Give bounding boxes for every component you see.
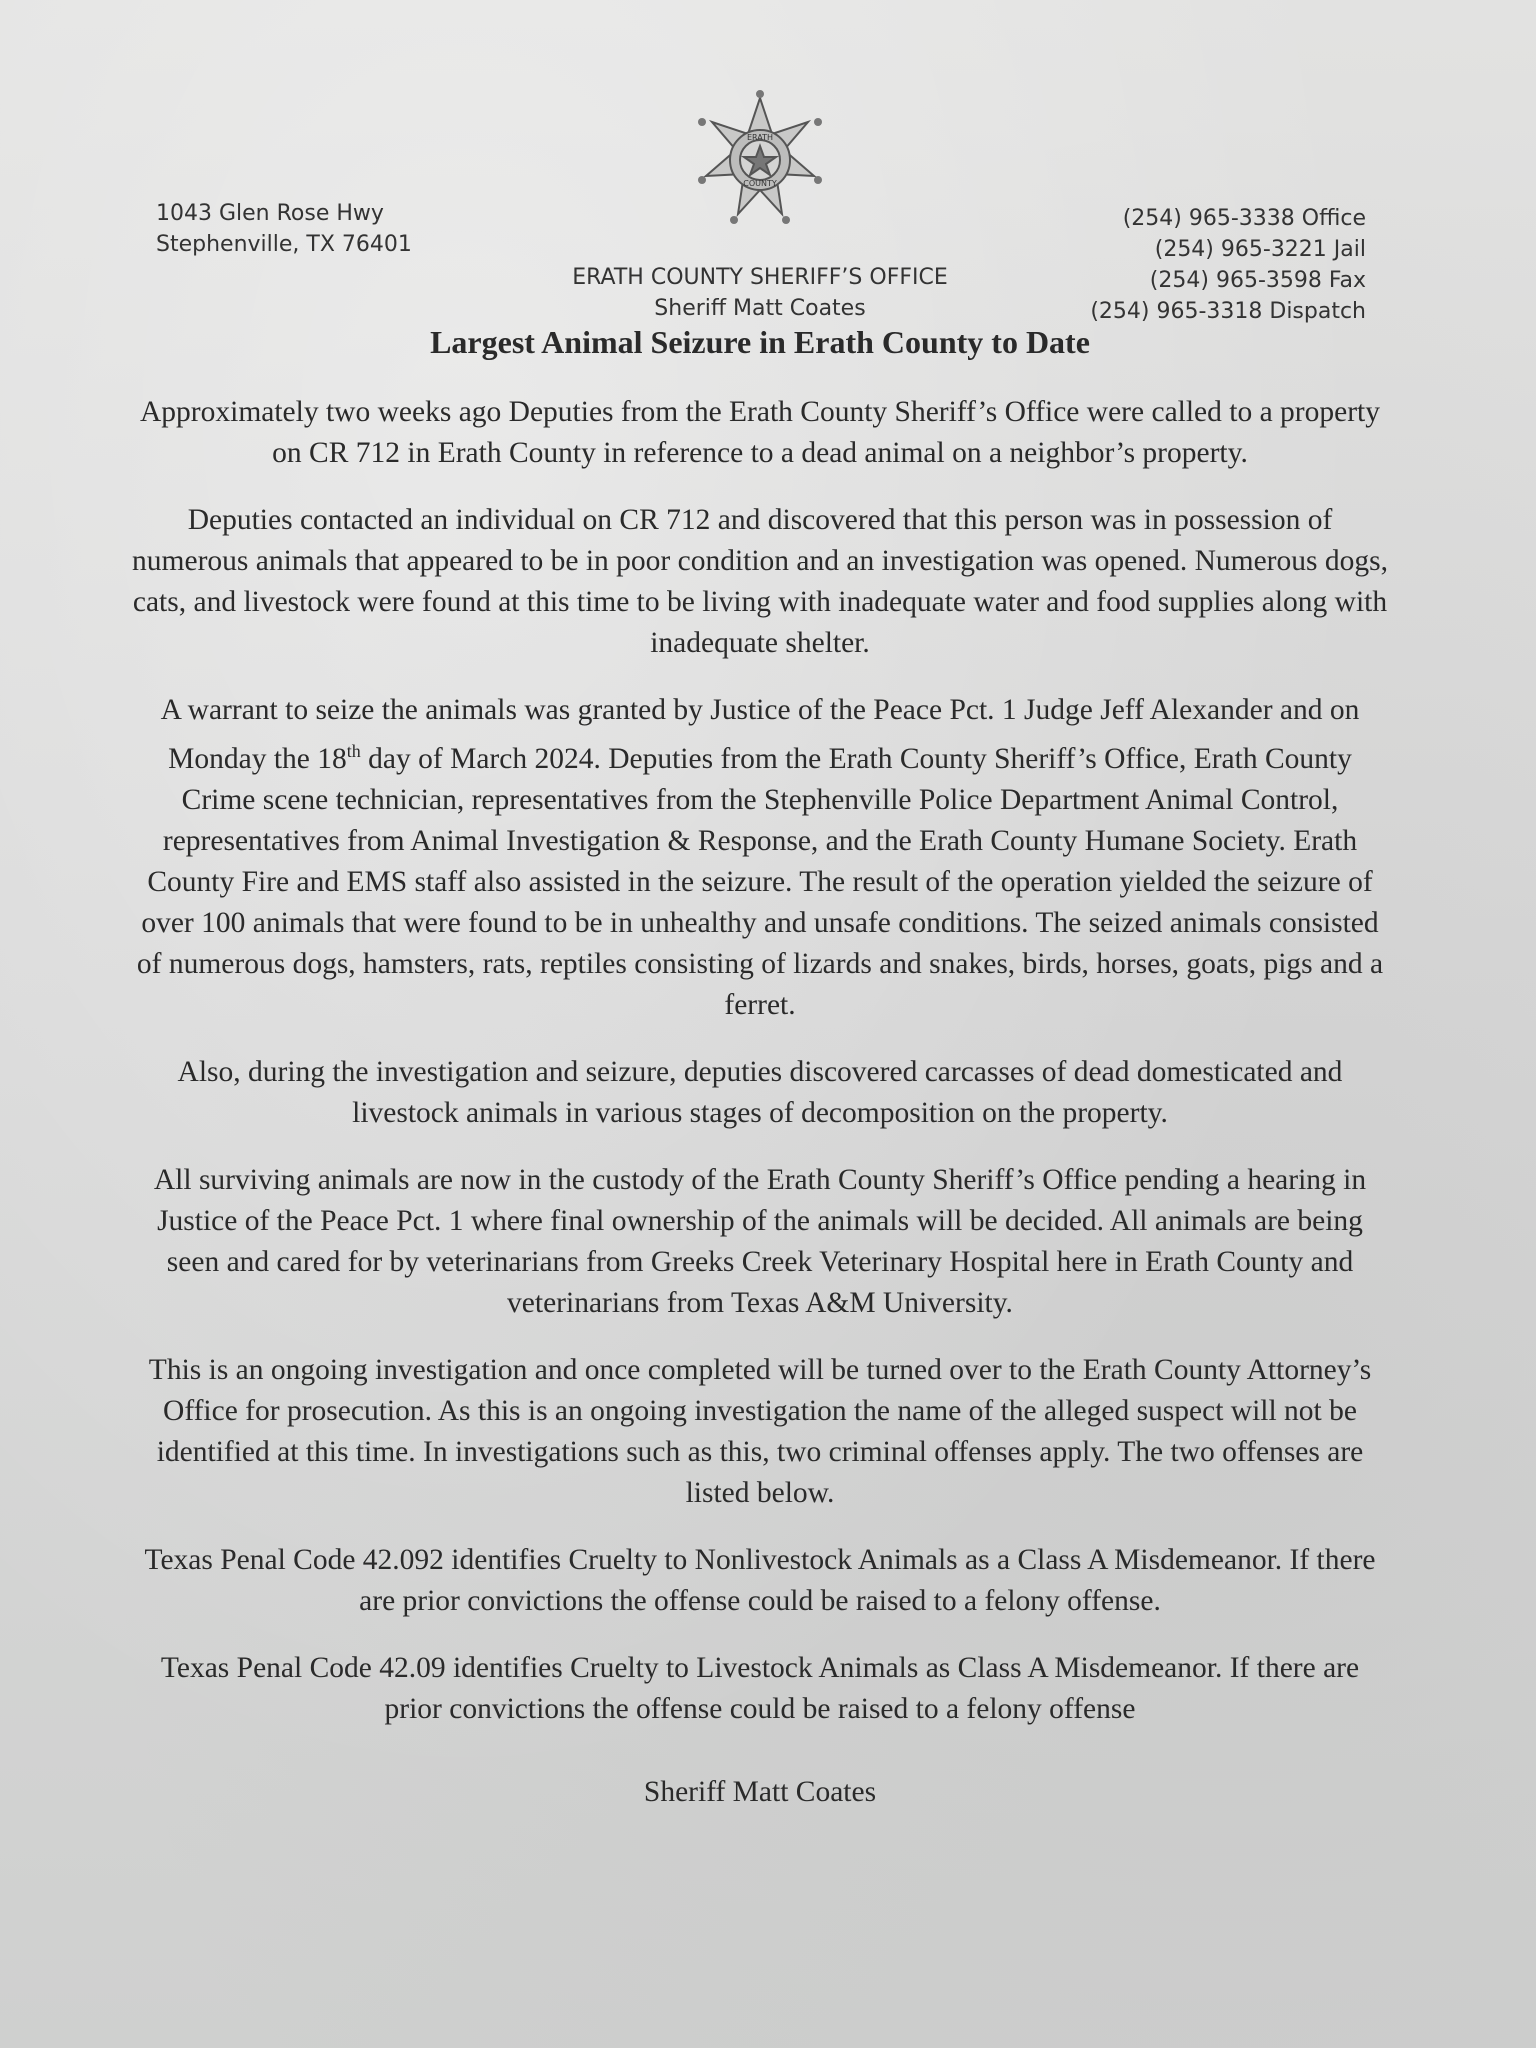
phone-dispatch: (254) 965-3318 Dispatch bbox=[1090, 299, 1366, 324]
paragraph-warrant-part2: day of March 2024. Deputies from the Erath County Sheriff’s Office, Erath County Crime scene technician, representatives from the Stephenville Police Department Animal Control, representatives from Animal Investigation & Response, and the Erath County Humane Society. Erath County Fire and EMS staff also assisted in the seizure. The result of the operation yielded the seizure of over 100 animals that were found to be in unhealthy and unsafe conditions. The seized animals consisted of numerous dogs, hamsters, rats, reptiles consisting of lizards and snakes, birds, horses, goats, pigs and a ferret. bbox=[136, 742, 1384, 1021]
address-street: 1043 Glen Rose Hwy bbox=[156, 201, 384, 226]
paragraph-investigation: Deputies contacted an individual on CR 712 and discovered that this person was in possession of numerous animals that appeared to be in poor condition and an investigation was opened. Numerous dogs, cats, and livestock were found at this time to be living with inadequate water and food supplies along with inadequate shelter. bbox=[132, 504, 1388, 659]
paragraph-initial-call: Approximately two weeks ago Deputies from the Erath County Sheriff’s Office were called to a property on CR 712 in Erath County in reference to a dead animal on a neighbor’s property. bbox=[140, 396, 1380, 469]
phone-office: (254) 965-3338 Office bbox=[1122, 206, 1366, 231]
sheriff-name: Sheriff Matt Coates bbox=[654, 296, 866, 321]
ordinal-suffix: th bbox=[346, 741, 361, 761]
phone-jail: (254) 965-3221 Jail bbox=[1154, 237, 1366, 262]
paragraph-ongoing: This is an ongoing investigation and once completed will be turned over to the Erath County Attorney’s Office for prosecution. As this is an ongoing investigation the name of the alleged suspect will not be identified at this time. In investigations such as this, two criminal offenses apply. The two offenses are listed below. bbox=[148, 1353, 1372, 1509]
paragraph-penal-code-42-09: Texas Penal Code 42.09 identifies Cruelty to Livestock Animals as Class A Misdemeanor. If there are prior convictions the offense could be raised to a felony offense bbox=[160, 1651, 1360, 1725]
phone-fax: (254) 965-3598 Fax bbox=[1149, 268, 1366, 293]
paragraph-custody: All surviving animals are now in the custody of the Erath County Sheriff’s Office pending a hearing in Justice of the Peace Pct. 1 where final ownership of the animals will be decided. All animals are being seen and cared for by veterinarians from Greeks Creek Veterinary Hospital here in Erath County and veterinarians from Texas A&M University. bbox=[153, 1163, 1367, 1319]
signature: Sheriff Matt Coates bbox=[643, 1776, 877, 1808]
address-city: Stephenville, TX 76401 bbox=[156, 232, 412, 257]
press-release-body bbox=[130, 392, 1390, 1756]
sheriff-star-badge-icon bbox=[686, 84, 834, 232]
paragraph-warrant-seizure bbox=[130, 690, 1390, 1026]
paragraph-warrant-part1: A warrant to seize the animals was granted by Justice of the Peace Pct. 1 Judge Jeff Alexander and on Monday the 18 bbox=[160, 694, 1360, 775]
badge-text-bottom: COUNTY bbox=[743, 179, 777, 188]
paragraph-carcasses: Also, during the investigation and seizure, deputies discovered carcasses of dead domesticated and livestock animals in various stages of decomposition on the property. bbox=[177, 1055, 1343, 1129]
office-name: ERATH COUNTY SHERIFF’S OFFICE bbox=[572, 265, 948, 290]
badge-text-top: ERATH bbox=[746, 133, 774, 142]
mailing-address bbox=[156, 198, 412, 260]
office-heading bbox=[0, 262, 1520, 324]
page-title: Largest Animal Seizure in Erath County to Date bbox=[430, 324, 1090, 360]
paragraph-penal-code-42-092: Texas Penal Code 42.092 identifies Cruelty to Nonlivestock Animals as a Class A Misdemeanor. If there are prior convictions the offense could be raised to a felony offense. bbox=[144, 1543, 1376, 1617]
